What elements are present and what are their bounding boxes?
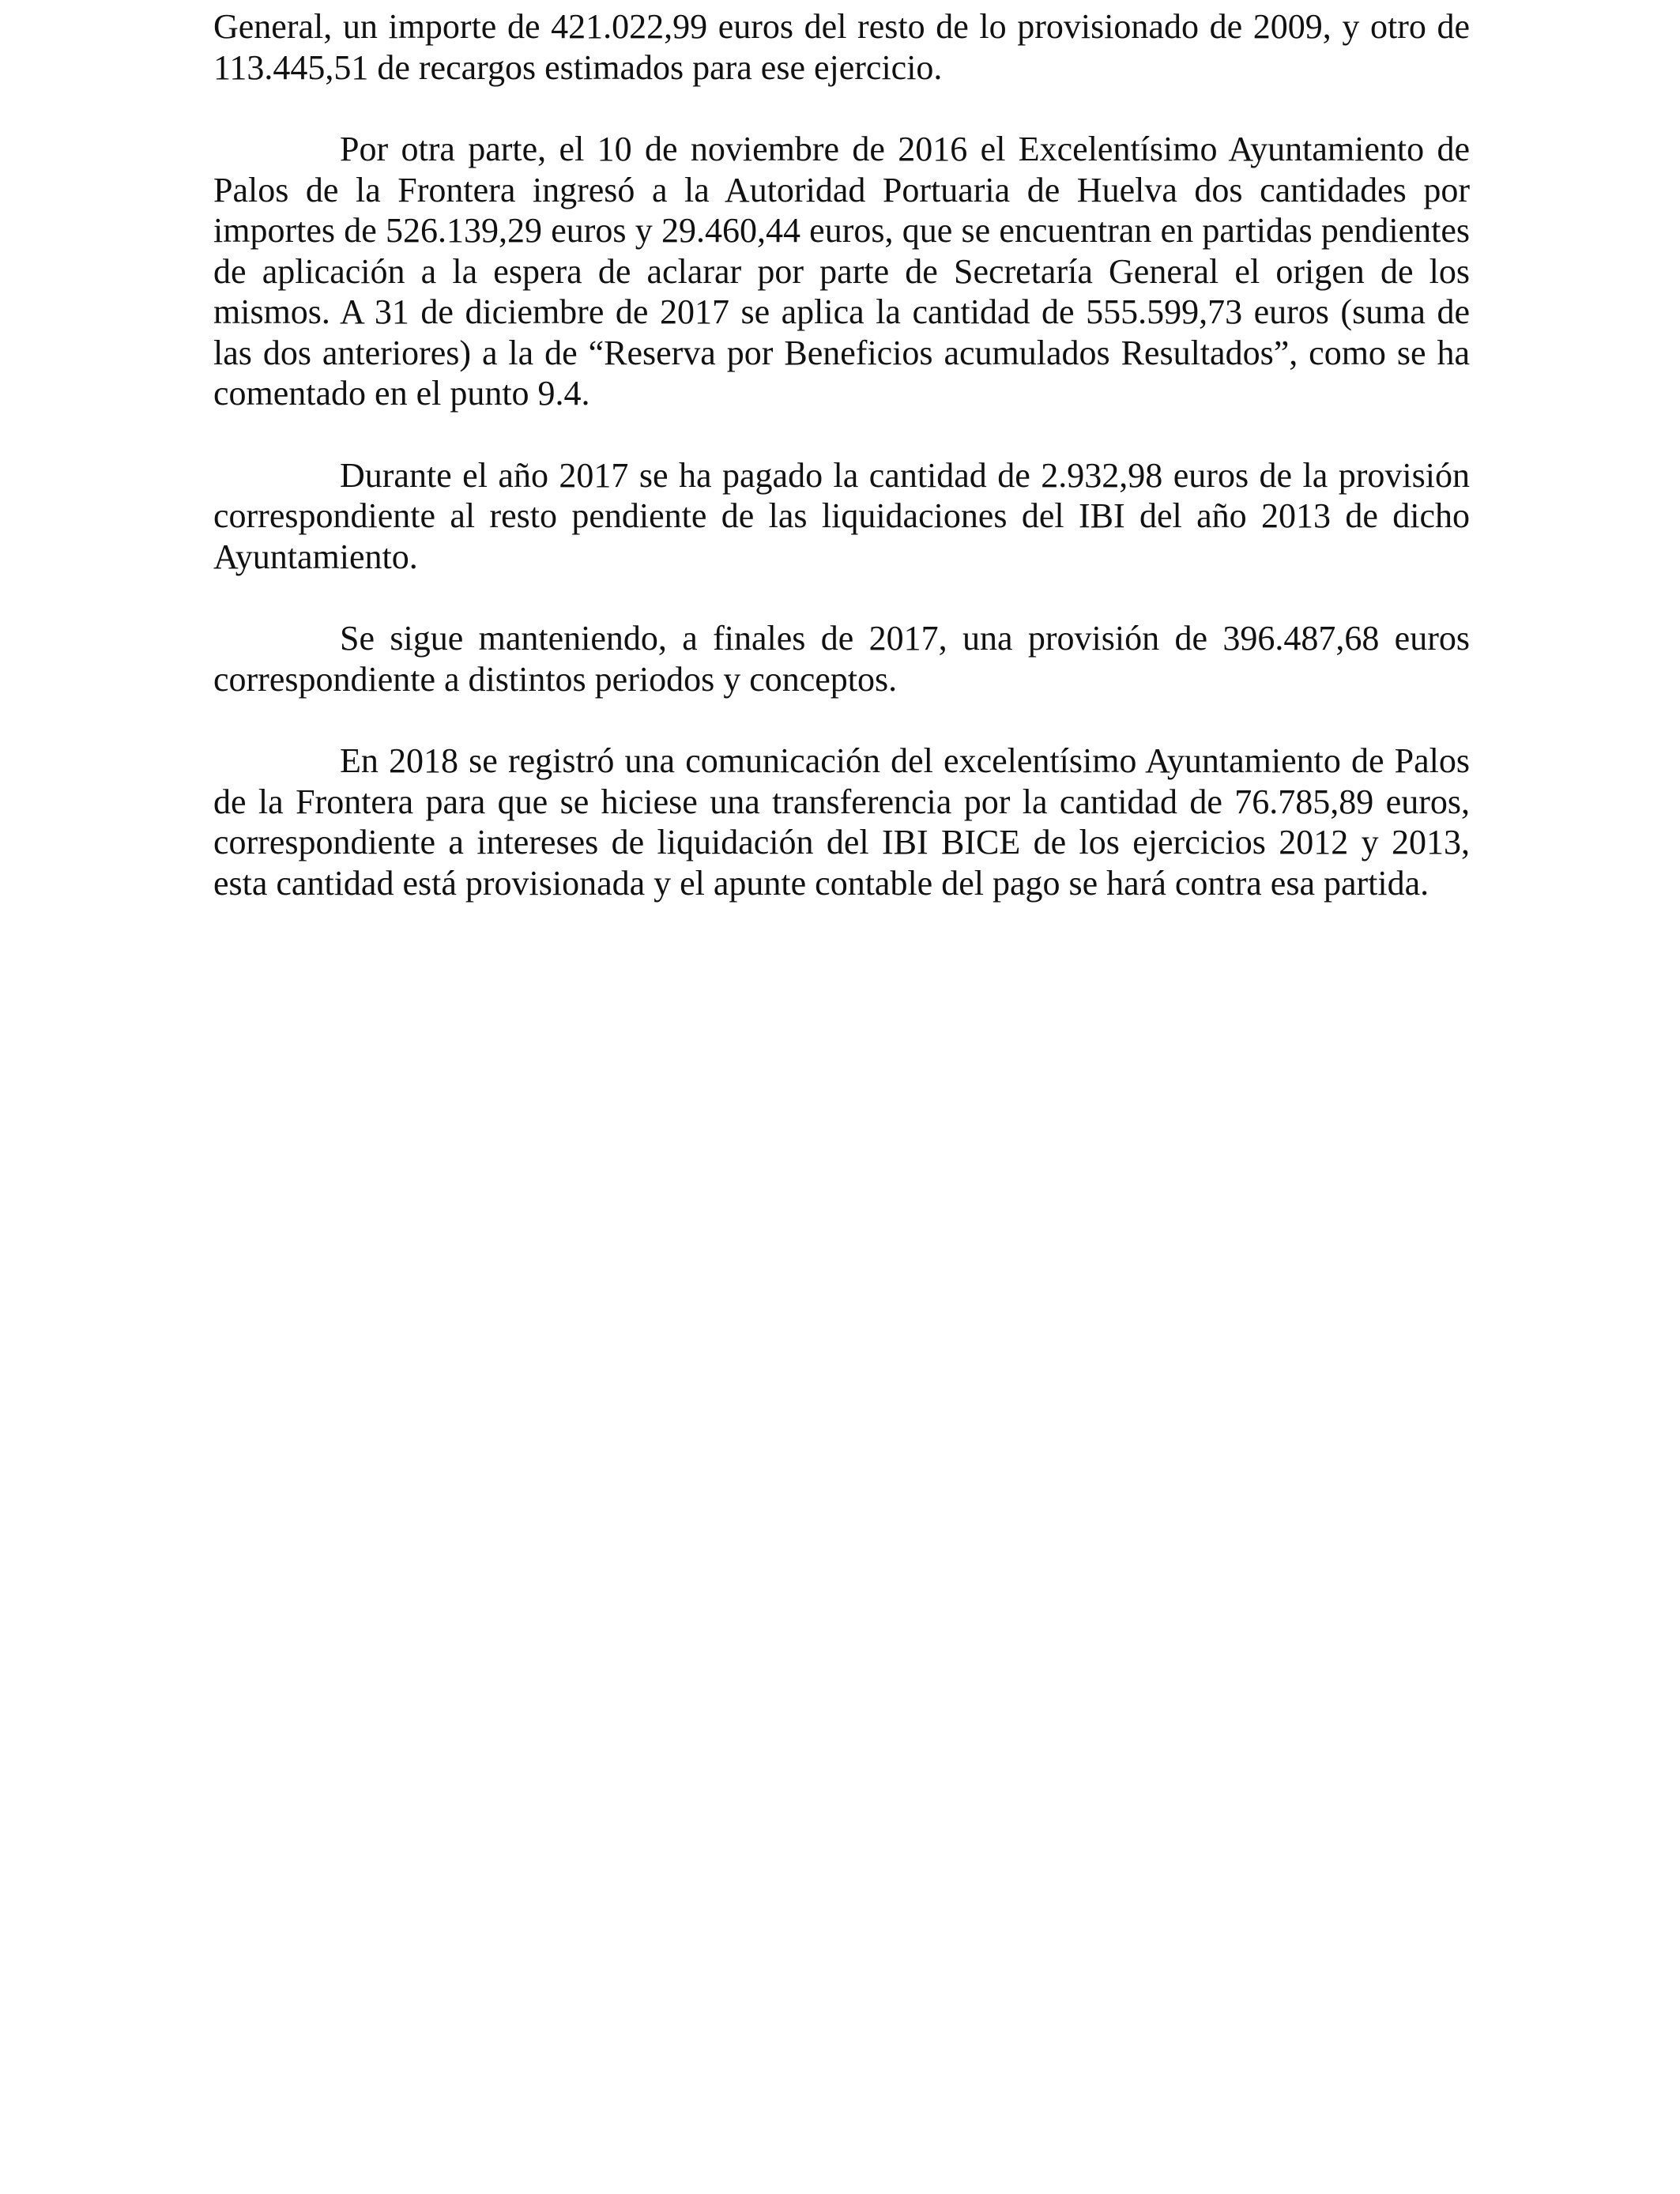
paragraph-3: Durante el año 2017 se ha pagado la cantidad de 2.932,98 euros de la provisión correspondiente al resto pendiente de las liquidaciones del IBI del año 2013 de dicho Ayuntamiento. (213, 455, 1470, 576)
paragraph-2: Por otra parte, el 10 de noviembre de 2016 el Excelentísimo Ayuntamiento de Palos de la Frontera ingresó a la Autoridad Portuaria de Huelva dos cantidades por importes de 526.139,29 euros y 29.460,44 euros, que se encuentran en partidas pendientes de aplicación a la espera de aclarar por parte de Secretaría General el origen de los mismos. A 31 de diciembre de 2017 se aplica la cantidad de 555.599,73 euros (suma de las dos anteriores) a la de “Reserva por Beneficios acumulados Resultados”, como se ha comentado en el punto 9.4. (213, 130, 1470, 413)
paragraph-1: General, un importe de 421.022,99 euros del resto de lo provisionado de 2009, y otro de 113.445,51 de recargos estimados para ese ejercicio. (213, 7, 1470, 87)
paragraph-5: En 2018 se registró una comunicación del excelentísimo Ayuntamiento de Palos de la Frontera para que se hiciese una transferencia por la cantidad de 76.785,89 euros, correspondiente a intereses de liquidación del IBI BICE de los ejercicios 2012 y 2013, esta cantidad está provisionada y el apunte contable del pago se hará contra esa partida. (213, 741, 1470, 903)
paragraph-4: Se sigue manteniendo, a finales de 2017, una provisión de 396.487,68 euros correspondiente a distintos periodos y conceptos. (213, 619, 1470, 699)
document-body (213, 6, 1470, 944)
